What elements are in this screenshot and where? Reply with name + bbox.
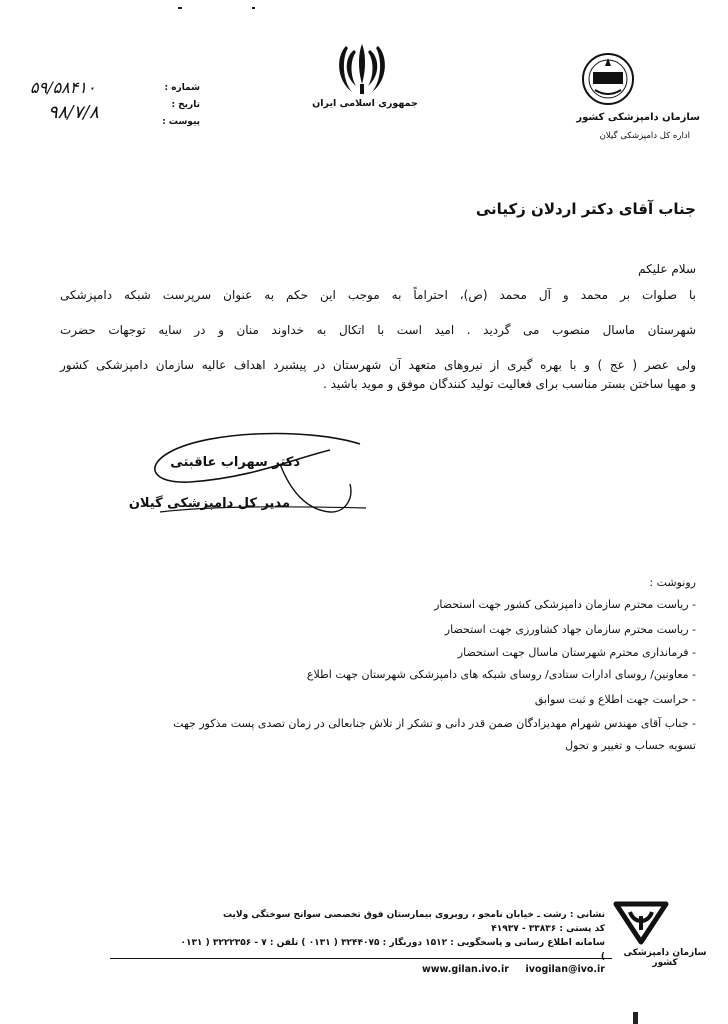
cc-item: - ریاست محترم سازمان دامپزشکی کشور جهت استحضار <box>434 598 696 611</box>
footer-web-contacts <box>395 964 605 975</box>
body-line: ولی عصر ( عج ) و با بهره گیری از نیروهای متعهد آن شهرستان در پیشبرد اهداف عالیه سازمان دامپزشکی کشور <box>60 358 696 372</box>
handwritten-letter-number: ۵۹/۵۸۴۱۰ <box>30 78 96 97</box>
footer-divider <box>110 958 612 959</box>
addressee: جناب آقای دکتر اردلان زکیانی <box>475 200 696 218</box>
cc-item: تسویه حساب و تغییر و تحول <box>565 739 696 752</box>
veterinary-organization-logo-icon <box>610 898 672 946</box>
body-line: شهرستان ماسال منصوب می گردید . امید است با اتکال به خداوند منان و در سایه توجهات حضرت <box>60 323 696 337</box>
scan-speck <box>252 7 255 9</box>
organization-subdivision: اداره کل دامپزشکی گیلان <box>599 131 690 141</box>
letter-number-label: شماره : <box>164 83 200 93</box>
scan-speck <box>178 7 182 9</box>
cc-heading: رونوشت : <box>649 576 696 589</box>
cc-item: - معاونین/ روسای ادارات ستادی/ روسای شبکه های دامپزشکی شهرستان جهت اطلاع <box>306 668 696 681</box>
republic-label: جمهوری اسلامی ایران <box>312 98 418 109</box>
cc-item: - حراست جهت اطلاع و ثبت سوابق <box>534 693 696 706</box>
letter-meta <box>110 80 200 131</box>
footer-address-line: نشانی : رشت ـ خیابان نامجو ، روبروی بیمارستان فوق تخصصی سوانح سوختگی ولایت <box>223 910 605 920</box>
jihad-agriculture-logo-icon <box>581 52 635 106</box>
footer-website: www.gilan.ivo.ir <box>422 964 509 975</box>
footer-email: ivogilan@ivo.ir <box>525 964 605 975</box>
footer-contact-line: سامانه اطلاع رسانی و پاسخگویی : ۱۵۱۲ دورنگار : ۳۲۴۴۰۷۵ ( ۰۱۳۱ ) تلفن : ۷ - ۳۲۲۲۳۵۶ ( ۰۱۳۱ ) <box>180 938 605 962</box>
handwritten-signature <box>130 420 370 530</box>
salutation: سلام علیکم <box>638 262 696 276</box>
footer-postal-code: کد پستی : ۳۳۸۳۶ - ۴۱۹۳۷ <box>491 924 605 934</box>
handwritten-letter-date: ۹۸/۷/۸ <box>48 102 99 123</box>
signature-title: مدیر کل دامپزشکی گیلان <box>128 496 290 511</box>
body-line: و مهیا ساختن بستر مناسب برای فعالیت تولید کنندگان موفق و موید باشید . <box>322 377 696 391</box>
cc-item: - فرمانداری محترم شهرستان ماسال جهت استحضار <box>457 646 696 659</box>
cc-item: - جناب آقای مهندس شهرام مهدیزادگان ضمن قدر دانی و تشکر از تلاش جنابعالی در زمان تصدی پست مذکور جهت <box>173 717 696 730</box>
iran-emblem-icon <box>336 40 388 98</box>
cc-item: - ریاست محترم سازمان جهاد کشاورزی جهت استحضار <box>444 623 696 636</box>
letter-date-label: تاریخ : <box>171 100 200 110</box>
letter-attachment-label: پیوست : <box>162 117 200 127</box>
footer-address <box>180 908 605 964</box>
footer-logo-text: سازمان دامپزشکی کشور <box>623 948 707 968</box>
body-line: با صلوات بر محمد و آل محمد (ص)، احتراماً به موجب این حکم به عنوان سرپرست شبکه دامپزشکی <box>60 288 696 302</box>
scan-speck <box>633 1012 638 1024</box>
signature-name: دکتر سهراب عاقبتی <box>170 455 300 470</box>
organization-name: سازمان دامپزشکی کشور <box>576 112 700 123</box>
